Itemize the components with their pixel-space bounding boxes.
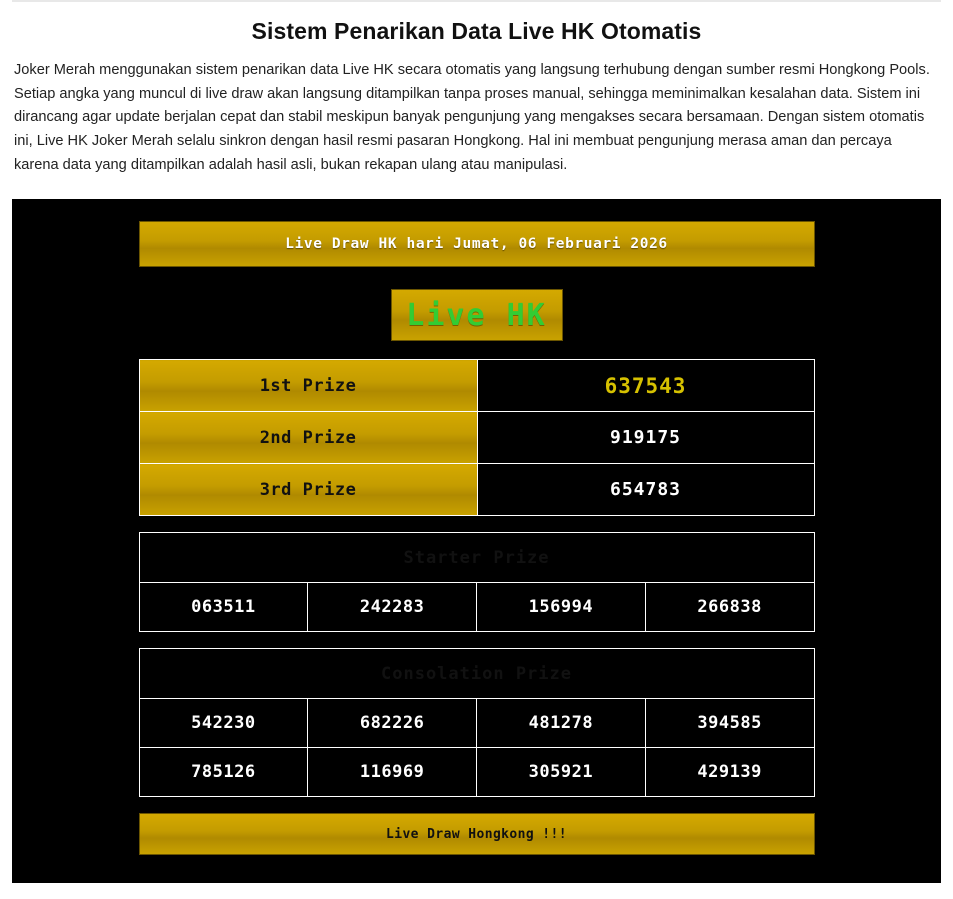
consolation-number: 305921 [477, 748, 646, 797]
prize-value-1st: 637543 [477, 360, 814, 412]
consolation-number: 394585 [645, 699, 814, 748]
table-row [139, 412, 814, 464]
table-row [139, 583, 814, 632]
table-row [139, 360, 814, 412]
live-draw-date-banner: Live Draw HK hari Jumat, 06 Februari 2026 [139, 221, 815, 267]
live-badge-wrapper [12, 289, 941, 341]
table-row [139, 533, 814, 583]
starter-number: 242283 [308, 583, 477, 632]
consolation-prize-title: Consolation Prize [139, 649, 814, 699]
consolation-number: 542230 [139, 699, 308, 748]
table-row [139, 464, 814, 516]
prize-value-2nd: 919175 [477, 412, 814, 464]
article-paragraph: Joker Merah menggunakan sistem penarikan data Live HK secara otomatis yang langsung terhubung dengan sumber resmi Hongkong Pools. Setiap angka yang muncul di live draw akan langsung ditampilkan tanpa proses manual, sehingga meminimalkan kesalahan data. Sistem ini dirancang agar update berjalan cepat dan stabil meskipun banyak pengunjung yang mengakses secara bersamaan. Dengan sistem otomatis ini, Live HK Joker Merah selalu sinkron dengan hasil resmi pasaran Hongkong. Hal ini membuat pengunjung merasa aman dan percaya karena data yang ditampilkan adalah hasil asli, bukan rekapan ulang atau manipulasi. [14, 62, 930, 173]
table-row [139, 649, 814, 699]
prize-label-3rd: 3rd Prize [139, 464, 477, 516]
starter-prize-title: Starter Prize [139, 533, 814, 583]
live-draw-board [12, 199, 941, 883]
prize-label-2nd: 2nd Prize [139, 412, 477, 464]
consolation-prize-table [139, 648, 815, 797]
live-hk-badge: Live HK [391, 289, 563, 341]
prize-value-3rd: 654783 [477, 464, 814, 516]
page-title: Sistem Penarikan Data Live HK Otomatis [251, 18, 702, 44]
consolation-number: 682226 [308, 699, 477, 748]
starter-number: 156994 [477, 583, 646, 632]
consolation-number: 481278 [477, 699, 646, 748]
table-row [139, 699, 814, 748]
consolation-number: 116969 [308, 748, 477, 797]
table-row [139, 748, 814, 797]
starter-number: 063511 [139, 583, 308, 632]
starter-number: 266838 [645, 583, 814, 632]
top-divider [12, 0, 941, 2]
consolation-number: 785126 [139, 748, 308, 797]
prize-label-1st: 1st Prize [139, 360, 477, 412]
main-prize-table [139, 359, 815, 516]
consolation-number: 429139 [645, 748, 814, 797]
starter-prize-table [139, 532, 815, 632]
live-draw-footer-banner: Live Draw Hongkong !!! [139, 813, 815, 855]
